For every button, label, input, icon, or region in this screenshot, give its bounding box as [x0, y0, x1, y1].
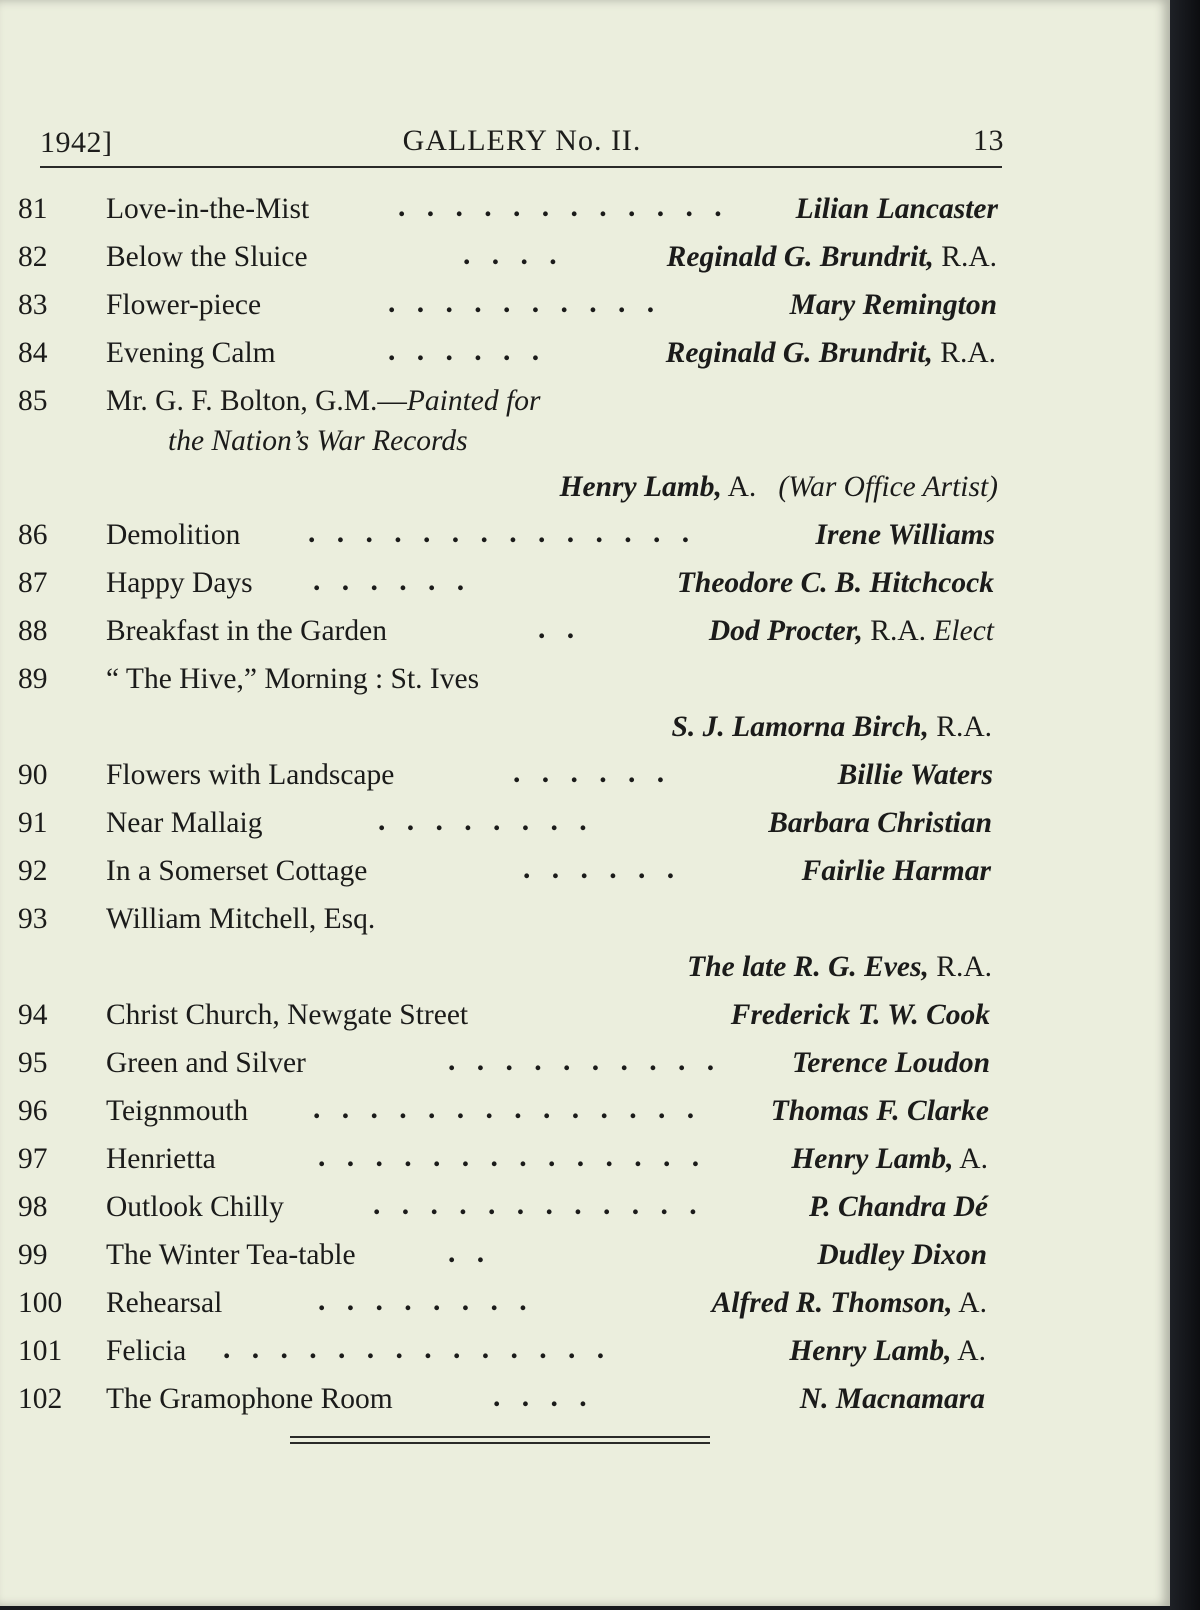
leader-dots: . . . . . . . . . . — [388, 287, 662, 319]
leader-dots: . . . . . . . . . . . . . . — [223, 1333, 612, 1365]
entry-artist: Barbara Christian — [768, 807, 992, 839]
entry-title: The Winter Tea-table — [106, 1239, 356, 1271]
entry-row — [18, 656, 1008, 704]
entry-artist: Mary Remington — [789, 289, 997, 321]
entry-row — [18, 1328, 1008, 1376]
entry-number: 93 — [18, 903, 48, 935]
entry-number: 82 — [18, 241, 48, 273]
entry-number: 99 — [18, 1239, 48, 1271]
entry-row — [18, 800, 1008, 848]
entry-title: Demolition — [106, 519, 241, 551]
leader-dots: . . . . . . — [523, 853, 682, 885]
entry-artist: Theodore C. B. Hitchcock — [676, 567, 994, 599]
entry-row — [18, 1280, 1008, 1328]
entry-title: Teignmouth — [106, 1095, 249, 1127]
entry-title: Rehearsal — [106, 1287, 223, 1319]
header-title: GALLERY No. II. — [402, 124, 642, 157]
entry-number: 102 — [18, 1383, 63, 1415]
entry-artist: P. Chandra Dé — [809, 1191, 988, 1223]
leader-dots: . . — [448, 1237, 492, 1269]
entry-artist: Lilian Lancaster — [795, 193, 998, 225]
entry-row — [18, 330, 1008, 378]
entry-list — [18, 186, 1008, 1424]
entry-number: 97 — [18, 1143, 48, 1175]
leader-dots: . . . . . . . . — [378, 805, 594, 837]
entry-row — [18, 896, 1008, 944]
entry-number: 91 — [18, 807, 48, 839]
entry-number: 87 — [18, 567, 48, 599]
entry-number: 95 — [18, 1047, 48, 1079]
entry-title: Flowers with Landscape — [106, 759, 395, 791]
entry-artist: Terence Loudon — [791, 1047, 990, 1079]
header-rule — [40, 166, 1002, 168]
entry-title: Felicia — [106, 1335, 187, 1367]
leader-dots: . . . . — [493, 1381, 594, 1413]
entry-number: 88 — [18, 615, 48, 647]
entry-title: Below the Sluice — [106, 241, 308, 273]
entry-number: 89 — [18, 663, 48, 695]
entry-row — [18, 1376, 1008, 1424]
entry-title: Green and Silver — [106, 1047, 306, 1079]
entry-artist: Fairlie Harmar — [801, 855, 991, 887]
entry-row — [18, 752, 1008, 800]
entry-row — [18, 1232, 1008, 1280]
entry-row — [18, 848, 1008, 896]
entry-artist: Irene Williams — [815, 519, 995, 551]
entry-artist: Billie Waters — [837, 759, 993, 791]
entry-title: Henrietta — [106, 1143, 216, 1175]
entry-artist: Henry Lamb, A. (War Office Artist) — [559, 471, 998, 503]
entry-artist: Alfred R. Thomson, A. — [711, 1287, 987, 1319]
leader-dots: . . . . — [463, 239, 564, 271]
entry-number: 84 — [18, 337, 48, 369]
entry-number: 81 — [18, 193, 48, 225]
leader-dots: . . — [538, 613, 582, 645]
leader-dots: . . . . . . . . . . . . . . — [313, 1093, 702, 1125]
closing-rule-double — [290, 1442, 710, 1444]
entry-title: “ The Hive,” Morning : St. Ives — [106, 663, 480, 695]
entry-artist: Frederick T. W. Cook — [730, 999, 990, 1031]
entry-number: 100 — [18, 1287, 63, 1319]
entry-row — [18, 186, 1008, 234]
entry-artist: Reginald G. Brundrit, R.A. — [665, 337, 996, 369]
leader-dots: . . . . . . . . — [318, 1285, 534, 1317]
entry-number: 92 — [18, 855, 48, 887]
entry-row — [18, 234, 1008, 282]
entry-row — [18, 608, 1008, 656]
leader-dots: . . . . . . . . . . . . . . — [318, 1141, 707, 1173]
background-edge — [1170, 0, 1200, 1610]
leader-dots: . . . . . . . . . . — [448, 1045, 722, 1077]
entry-number: 85 — [18, 385, 48, 417]
entry-title: William Mitchell, Esq. — [106, 903, 376, 935]
entry-artist-line — [18, 704, 1008, 752]
entry-number: 96 — [18, 1095, 48, 1127]
entry-row — [18, 282, 1008, 330]
entry-row — [18, 992, 1008, 1040]
entry-artist: Thomas F. Clarke — [770, 1095, 989, 1127]
leader-dots: . . . . . . — [388, 335, 547, 367]
page-header — [40, 118, 1004, 164]
entry-number: 94 — [18, 999, 48, 1031]
entry-title: Christ Church, Newgate Street — [106, 999, 469, 1031]
entry-number: 90 — [18, 759, 48, 791]
entry-artist-line — [18, 944, 1008, 992]
entry-artist: S. J. Lamorna Birch, R.A. — [671, 711, 992, 743]
entry-row — [18, 512, 1008, 560]
entry-row — [18, 1088, 1008, 1136]
entry-note: (War Office Artist) — [778, 471, 998, 503]
page-number: 13 — [973, 124, 1004, 157]
leader-dots: . . . . . . — [313, 565, 472, 597]
leader-dots: . . . . . . . . . . . . . . — [308, 517, 697, 549]
entry-artist-line — [18, 464, 1008, 512]
entry-continuation — [18, 426, 1008, 464]
header-year: 1942] — [40, 126, 113, 159]
entry-artist: The late R. G. Eves, R.A. — [687, 951, 992, 983]
entry-title: The Gramophone Room — [106, 1383, 393, 1415]
entry-artist: N. Macnamara — [799, 1383, 985, 1415]
entry-artist: Henry Lamb, A. — [789, 1335, 986, 1367]
entry-row — [18, 560, 1008, 608]
entry-number: 83 — [18, 289, 48, 321]
entry-row — [18, 1184, 1008, 1232]
entry-title: Flower-piece — [106, 289, 262, 321]
entry-number: 86 — [18, 519, 48, 551]
entry-number: 98 — [18, 1191, 48, 1223]
entry-title: Love-in-the-Mist — [106, 193, 310, 225]
entry-title: Happy Days — [106, 567, 253, 599]
entry-title: Near Mallaig — [106, 807, 263, 839]
leader-dots: . . . . . . . . . . . . — [398, 191, 729, 223]
entry-artist: Dod Procter, R.A. Elect — [708, 615, 994, 647]
entry-row — [18, 378, 1008, 426]
entry-title: Mr. G. F. Bolton, G.M.—Painted for — [106, 385, 541, 417]
entry-title: Breakfast in the Garden — [106, 615, 387, 647]
entry-artist: Dudley Dixon — [817, 1239, 987, 1271]
entry-artist: Reginald G. Brundrit, R.A. — [666, 241, 997, 273]
entry-title-continued: the Nation’s War Records — [168, 425, 468, 457]
entry-row — [18, 1136, 1008, 1184]
leader-dots: . . . . . . . . . . . . — [373, 1189, 704, 1221]
closing-rule — [290, 1436, 710, 1438]
entry-title: In a Somerset Cottage — [106, 855, 368, 887]
entry-title: Outlook Chilly — [106, 1191, 284, 1223]
entry-title: Evening Calm — [106, 337, 276, 369]
leader-dots: . . . . . . — [513, 757, 672, 789]
entry-artist: Henry Lamb, A. — [791, 1143, 988, 1175]
entry-number: 101 — [18, 1335, 63, 1367]
entry-row — [18, 1040, 1008, 1088]
